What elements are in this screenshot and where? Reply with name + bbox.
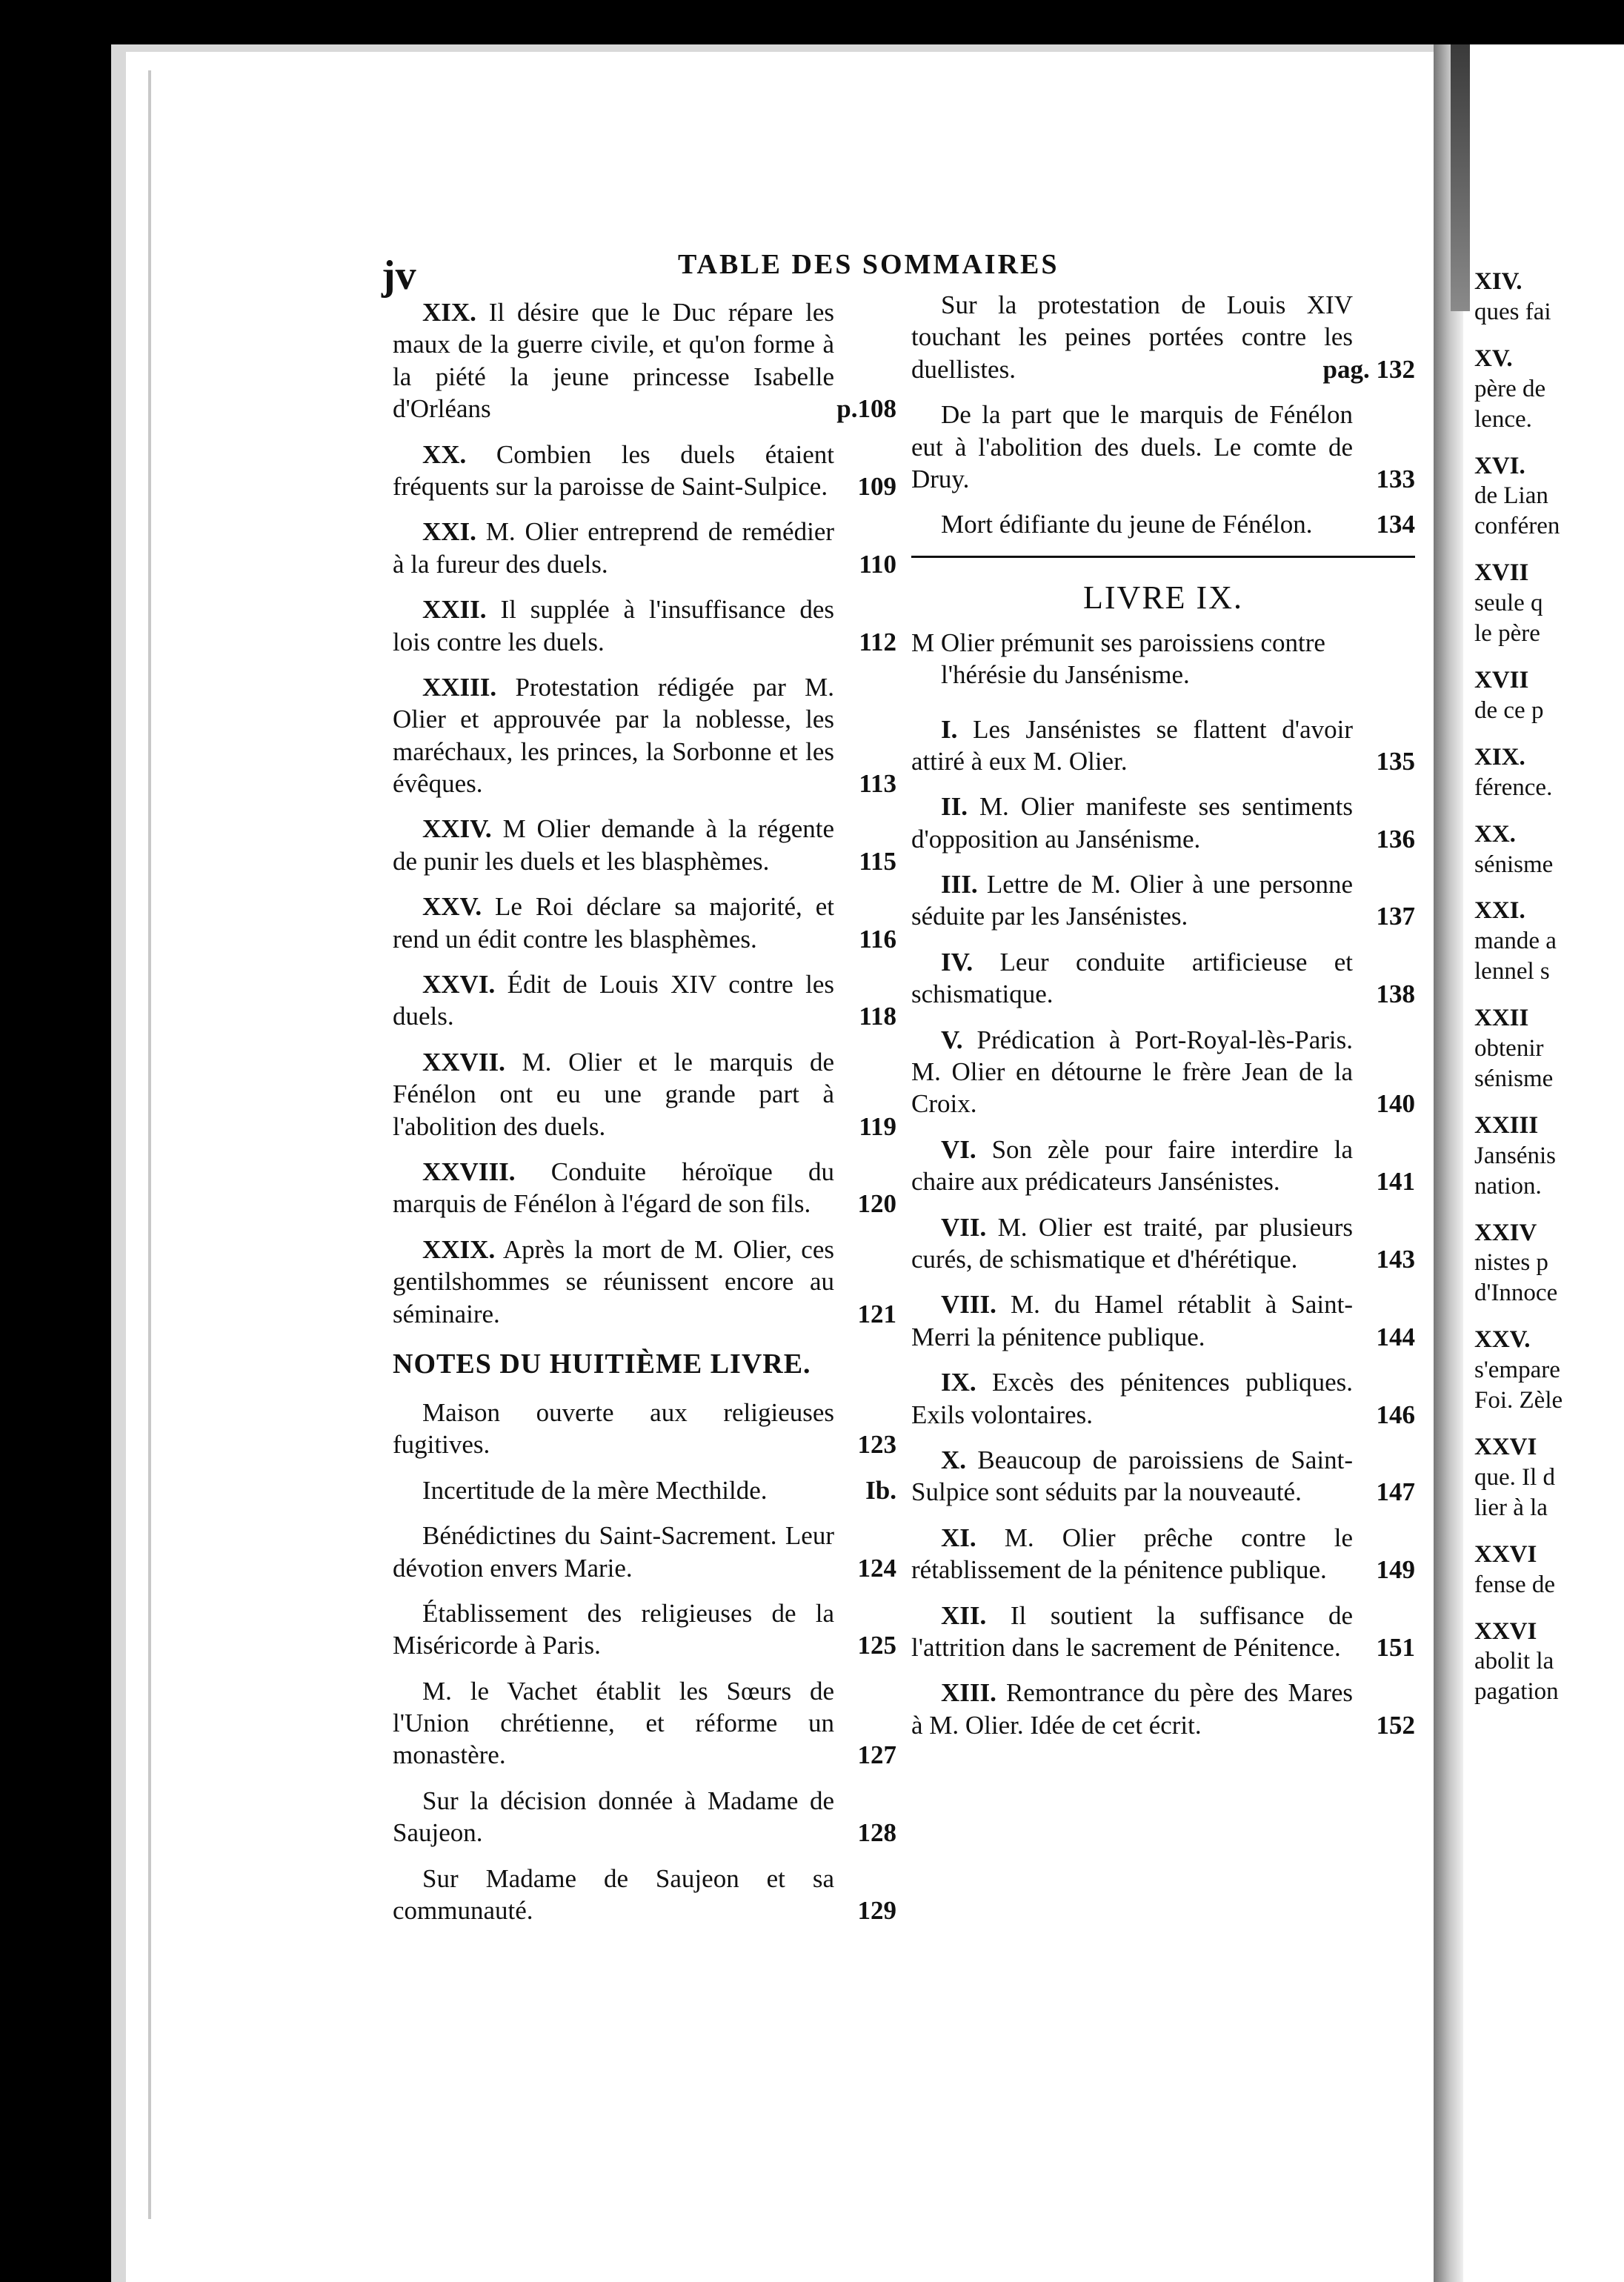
entry-number: IX. <box>941 1368 976 1397</box>
entry-text: Combien les duels étaient fréquents sur la paroisse de Saint-Sulpice. <box>393 439 834 501</box>
toc-entry <box>393 1046 896 1142</box>
entry-page-number: 128 <box>853 1817 897 1849</box>
summary-list-book8 <box>393 296 896 1330</box>
notes-heading: NOTES DU HUITIÈME LIVRE. <box>393 1348 811 1380</box>
entry-text: Il soutient la suffisance de l'attrition dans le sacrement de Pénitence. <box>911 1600 1353 1662</box>
toc-entry <box>911 1211 1415 1276</box>
facing-page-text <box>1474 267 1623 1707</box>
entry-page-number: 133 <box>1372 463 1416 495</box>
facing-page-fragment: nation. <box>1474 1172 1542 1200</box>
toc-entry <box>393 1597 896 1662</box>
facing-page-fragment: seule q <box>1474 590 1543 617</box>
book-argument: M Olier prémunit ses paroissiens contre l'hérésie du Jansénisme. <box>911 628 1325 690</box>
entry-page-number: 124 <box>853 1552 897 1584</box>
entry-page-number: 147 <box>1372 1476 1416 1508</box>
facing-page-fragment: obtenir <box>1474 1035 1544 1062</box>
toc-entry <box>393 1675 896 1772</box>
toc-entry <box>911 399 1415 495</box>
entry-text: Lettre de M. Olier à une personne séduite par les Jansénistes. <box>911 870 1353 931</box>
toc-entry <box>911 1134 1415 1198</box>
entry-text: Beaucoup de paroissiens de Saint-Sulpice sont séduits par la nouveauté. <box>911 1445 1354 1507</box>
entry-text: Établissement des religieuses de la Miséricorde à Paris. <box>393 1598 834 1660</box>
facing-page-fragment: s'empare <box>1474 1357 1560 1384</box>
facing-page-fragment: que. Il d <box>1474 1463 1556 1491</box>
entry-page-number: 110 <box>854 548 896 580</box>
facing-page-fragment: XXIII <box>1474 1111 1539 1139</box>
entry-text: Édit de Louis XIV contre les duels. <box>393 970 834 1031</box>
entry-number: VIII. <box>941 1290 996 1320</box>
facing-page-fragment: XVI. <box>1474 452 1525 479</box>
facing-page-fragment: XXI. <box>1474 897 1525 925</box>
toc-entry <box>911 1522 1415 1586</box>
toc-entry <box>911 1677 1415 1741</box>
entry-page-number: 143 <box>1372 1243 1416 1275</box>
right-column <box>911 289 1415 1754</box>
entry-text: Conduite héroïque du marquis de Fénélon à l'égard de son fils. <box>393 1157 835 1219</box>
running-title: TABLE DES SOMMAIRES <box>678 249 1059 280</box>
entry-text: Sur la protestation de Louis XIV touchant les peines portées contre les duellistes. <box>911 290 1353 384</box>
toc-entry <box>393 296 896 425</box>
toc-entry <box>393 516 896 580</box>
entry-page-number: 144 <box>1372 1321 1416 1353</box>
entry-page-number: 125 <box>853 1629 897 1661</box>
entry-text: Protestation rédigée par M. Olier et approuvée par la noblesse, les maréchaux, les princes, la Sorbonne et les évêques. <box>393 672 834 799</box>
entry-number: VII. <box>941 1212 987 1242</box>
entry-text: M. Olier manifeste ses sentiments d'opposition au Jansénisme. <box>911 792 1353 854</box>
page-number: jv <box>382 253 416 299</box>
entry-number: VI. <box>941 1134 976 1164</box>
facing-page-fragment: pagation <box>1474 1678 1559 1706</box>
entry-text: Le Roi déclare sa majorité, et rend un édit contre les blasphèmes. <box>393 892 834 954</box>
notes-list-continued <box>911 289 1415 541</box>
toc-entry <box>393 891 896 955</box>
entry-text: Sur la décision donnée à Madame de Saujeon. <box>393 1786 834 1848</box>
entry-text: M. Olier entreprend de remédier à la fureur des duels. <box>393 517 835 579</box>
entry-text: Bénédictines du Saint-Sacrement. Leur dévotion envers Marie. <box>393 1521 834 1583</box>
entry-text: Remontrance du père des Mares à M. Olier. Idée de cet écrit. <box>911 1678 1354 1740</box>
entry-page-number: 127 <box>853 1739 897 1771</box>
facing-page-fragment: XVII <box>1474 559 1529 587</box>
facing-page-fragment: XXVI <box>1474 1617 1537 1645</box>
facing-page-fragment: XIV. <box>1474 268 1522 295</box>
entry-page-number: 118 <box>854 1000 896 1032</box>
entry-number: XXIV. <box>422 814 492 844</box>
toc-entry <box>911 289 1415 385</box>
facing-page-fragment: abolit la <box>1474 1648 1554 1675</box>
page-edge-line <box>148 70 151 2219</box>
entry-number: XXII. <box>422 595 487 625</box>
facing-page-fragment: XXV. <box>1474 1326 1531 1354</box>
toc-entry <box>393 1785 896 1849</box>
entry-page-number: 109 <box>853 470 897 502</box>
toc-entry <box>911 791 1415 855</box>
entry-number: V. <box>941 1025 963 1054</box>
toc-entry <box>393 439 896 503</box>
facing-page-fragment: XIX. <box>1474 743 1525 771</box>
facing-page-fragment: XX. <box>1474 820 1516 848</box>
toc-entry <box>393 1156 896 1220</box>
entry-text: M Olier demande à la régente de punir les duels et les blasphèmes. <box>393 814 835 876</box>
entry-page-number: pag. 132 <box>1319 353 1415 385</box>
toc-entry <box>393 1474 896 1506</box>
entry-page-number: 141 <box>1372 1165 1416 1197</box>
entry-text: Sur Madame de Saujeon et sa communauté. <box>393 1863 834 1926</box>
entry-page-number: 129 <box>853 1895 897 1926</box>
facing-page-fragment: père de <box>1474 375 1546 402</box>
toc-entry <box>393 671 896 800</box>
toc-entry <box>911 868 1415 933</box>
entry-number: XI. <box>941 1523 976 1552</box>
facing-page-fragment: nistes p <box>1474 1249 1548 1277</box>
entry-text: Prédication à Port-Royal-lès-Paris. M. Olier en détourne le frère Jean de la Croix. <box>911 1025 1353 1119</box>
facing-page-fragment: lence. <box>1474 405 1532 433</box>
entry-page-number: 120 <box>853 1188 897 1220</box>
entry-page-number: 134 <box>1372 508 1416 540</box>
book-heading: LIVRE IX. <box>1083 579 1243 616</box>
toc-entry <box>911 1600 1415 1664</box>
entry-page-number: 140 <box>1372 1088 1416 1120</box>
entry-page-number: 151 <box>1372 1631 1416 1663</box>
toc-entry <box>911 1444 1415 1508</box>
facing-page-fragment: fense de <box>1474 1571 1556 1598</box>
toc-entry <box>911 946 1415 1011</box>
entry-number: XXI. <box>422 517 476 547</box>
entry-page-number: 113 <box>854 768 896 799</box>
entry-number: XXVIII. <box>422 1157 516 1186</box>
entry-text: Il désire que le Duc répare les maux de la guerre civile, et qu'on forme à la piété la jeune princesse Isabelle d'Orléans <box>393 298 835 424</box>
toc-entry <box>911 1288 1415 1353</box>
summary-list-book9 <box>911 713 1415 1742</box>
facing-page-fragment: de Lian <box>1474 482 1548 510</box>
entry-text: M. le Vachet établit les Sœurs de l'Union chrétienne, et réforme un monastère. <box>393 1676 834 1770</box>
toc-entry <box>393 1234 896 1330</box>
entry-page-number: 137 <box>1372 900 1416 932</box>
notes-list <box>393 1397 896 1926</box>
facing-page-fragment: Jansénis <box>1474 1142 1556 1169</box>
toc-entry <box>911 1366 1415 1431</box>
entry-text: Les Jansénistes se flattent d'avoir attiré à eux M. Olier. <box>911 714 1353 776</box>
entry-text: De la part que le marquis de Fénélon eut à l'abolition des duels. Le comte de Druy. <box>911 400 1353 493</box>
section-rule <box>911 556 1415 558</box>
entry-text: M. Olier et le marquis de Fénélon ont eu une grande part à l'abolition des duels. <box>393 1047 834 1141</box>
facing-page-fragment: XXIV <box>1474 1219 1537 1246</box>
gutter-shadow <box>1451 44 1470 311</box>
entry-number: XXVI. <box>422 970 496 999</box>
entry-text: M. Olier prêche contre le rétablissement de la pénitence publique. <box>911 1523 1353 1585</box>
entry-text: Leur conduite artificieuse et schismatique. <box>911 947 1354 1009</box>
facing-page-fragment: sénisme <box>1474 1065 1554 1092</box>
entry-text: M. du Hamel rétablit à Saint-Merri la pénitence publique. <box>911 1290 1353 1351</box>
facing-page-fragment: XVII <box>1474 666 1529 693</box>
facing-page-fragment: XXVI <box>1474 1540 1537 1568</box>
entry-number: IV. <box>941 947 974 977</box>
entry-number: X. <box>941 1445 967 1474</box>
entry-page-number: 112 <box>854 626 896 658</box>
entry-number: XXIII. <box>422 672 497 702</box>
entry-text: Incertitude de la mère Mecthilde. <box>422 1475 768 1505</box>
entry-number: XX. <box>422 439 467 469</box>
entry-page-number: 121 <box>853 1298 897 1330</box>
toc-entry <box>393 1520 896 1584</box>
entry-page-number: 149 <box>1372 1554 1416 1586</box>
book-gutter <box>1434 44 1463 2282</box>
toc-entry <box>911 1024 1415 1120</box>
entry-page-number: 116 <box>854 923 896 955</box>
entry-number: XXIX. <box>422 1234 496 1264</box>
entry-page-number: 119 <box>854 1111 896 1142</box>
entry-page-number: 136 <box>1372 823 1416 855</box>
entry-text: Mort édifiante du jeune de Fénélon. <box>941 510 1313 539</box>
entry-number: XIII. <box>941 1678 996 1708</box>
facing-page-fragment: d'Innoce <box>1474 1280 1558 1307</box>
entry-number: XXVII. <box>422 1047 505 1077</box>
entry-page-number: 152 <box>1372 1709 1416 1741</box>
toc-entry <box>393 593 896 658</box>
entry-page-number: 123 <box>853 1428 897 1460</box>
facing-page-fragment: de ce p <box>1474 696 1544 724</box>
facing-page-fragment: XXII <box>1474 1005 1529 1032</box>
entry-page-number: 146 <box>1372 1399 1416 1431</box>
entry-number: II. <box>941 792 968 822</box>
toc-entry <box>911 713 1415 778</box>
entry-page-number: 138 <box>1372 978 1416 1010</box>
toc-entry <box>393 813 896 877</box>
entry-text: Excès des pénitences publiques. Exils volontaires. <box>911 1368 1353 1429</box>
toc-entry <box>393 1863 896 1927</box>
entry-page-number: Ib. <box>861 1474 896 1506</box>
facing-page-fragment: férence. <box>1474 774 1553 801</box>
facing-page-fragment: le père <box>1474 620 1540 648</box>
toc-entry <box>393 968 896 1033</box>
entry-number: XIX. <box>422 298 476 327</box>
entry-number: I. <box>941 714 958 744</box>
entry-page-number: p.108 <box>832 393 896 425</box>
entry-number: III. <box>941 870 978 899</box>
facing-page-fragment: lennel s <box>1474 958 1550 985</box>
facing-page-fragment: XXVI <box>1474 1434 1537 1460</box>
toc-entry <box>911 508 1415 540</box>
entry-text: Il supplée à l'insuffisance des lois contre les duels. <box>393 595 834 656</box>
entry-text: M. Olier est traité, par plusieurs curés, de schismatique et d'hérétique. <box>911 1212 1353 1274</box>
entry-text: Après la mort de M. Olier, ces gentilshommes se réunissent encore au séminaire. <box>393 1234 834 1328</box>
entry-number: XII. <box>941 1600 987 1630</box>
entry-page-number: 135 <box>1372 745 1416 777</box>
facing-page-fragment: conféren <box>1474 513 1560 540</box>
entry-text: Maison ouverte aux religieuses fugitives. <box>393 1397 834 1460</box>
left-column <box>393 296 896 1940</box>
toc-entry <box>393 1397 896 1461</box>
facing-page-fragment: mande a <box>1474 928 1557 955</box>
facing-page-fragment: ques fai <box>1474 298 1551 325</box>
entry-page-number: 115 <box>854 845 896 877</box>
entry-number: XXV. <box>422 892 482 922</box>
facing-page-fragment: lier à la <box>1474 1494 1548 1521</box>
facing-page-fragment: XV. <box>1474 345 1513 372</box>
facing-page-fragment: sénisme <box>1474 851 1554 878</box>
facing-page-fragment: Foi. Zèle <box>1474 1387 1563 1414</box>
entry-text: Son zèle pour faire interdire la chaire aux prédicateurs Jansénistes. <box>911 1134 1353 1197</box>
